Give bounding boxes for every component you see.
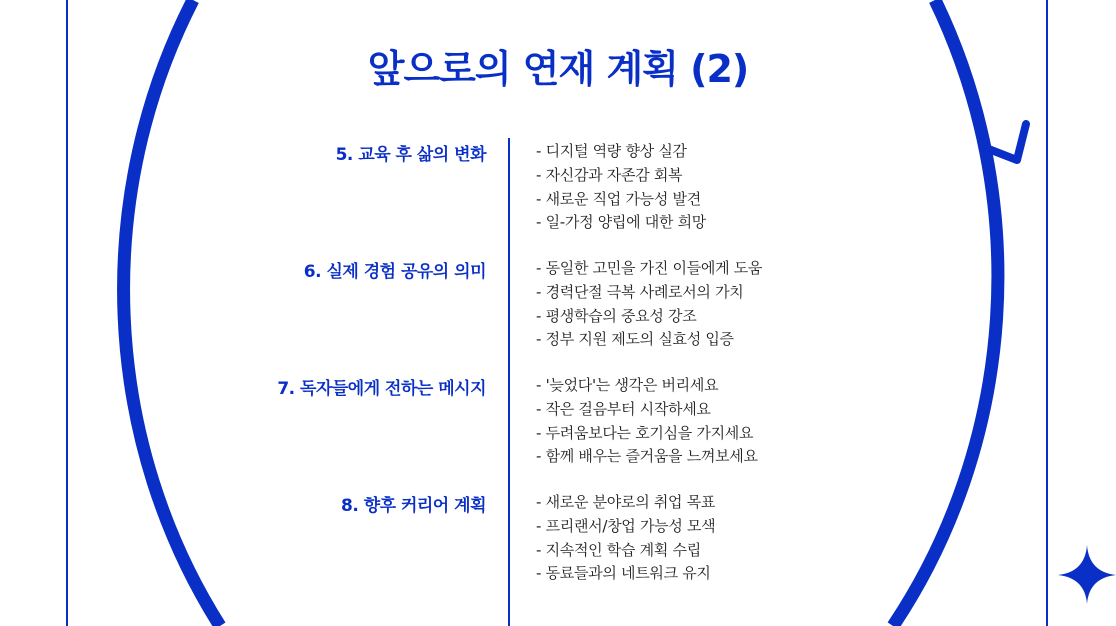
list-item: - 경력단절 극복 사례로서의 가치	[536, 282, 744, 301]
list-item: - 동료들과의 네트워크 유지	[536, 564, 711, 583]
section-items	[536, 140, 706, 235]
section-items	[536, 257, 762, 352]
list-item: - '늦었다'는 생각은 버리세요	[536, 376, 719, 394]
list-item: - 디지털 역량 향상 실감	[536, 142, 687, 160]
section-title: 6. 실제 경험 공유의 의미	[303, 262, 486, 282]
section-title: 8. 향후 커리어 계획	[341, 496, 486, 516]
section-items	[536, 374, 758, 469]
list-item: - 두려움보다는 호기심을 가지세요	[536, 423, 754, 442]
list-item: - 지속적인 학습 계획 수립	[536, 540, 701, 559]
arrowhead-icon	[986, 124, 1026, 160]
section-title: 7. 독자들에게 전하는 메시지	[277, 379, 486, 399]
list-item: - 새로운 분야로의 취업 목표	[536, 493, 716, 511]
list-item: - 정부 지원 제도의 실효성 입증	[536, 330, 734, 349]
list-item: - 동일한 고민을 가진 이들에게 도움	[536, 259, 763, 277]
section-title: 5. 교육 후 삶의 변화	[335, 145, 486, 165]
list-item: - 자신감과 자존감 회복	[536, 165, 683, 184]
list-item: - 함께 배우는 즐거움을 느껴보세요	[536, 447, 758, 466]
vertical-divider	[508, 138, 510, 626]
page-title: 앞으로의 연재 계획 (2)	[367, 47, 749, 91]
section-items	[536, 491, 715, 586]
list-item: - 프리랜서/창업 가능성 모색	[536, 516, 716, 535]
list-item: - 일-가정 양립에 대한 희망	[536, 213, 706, 232]
list-item: - 평생학습의 중요성 강조	[536, 306, 697, 325]
list-item: - 새로운 직업 가능성 발견	[536, 189, 701, 208]
list-item: - 작은 걸음부터 시작하세요	[536, 399, 711, 418]
sparkle-star-icon	[1058, 545, 1116, 604]
